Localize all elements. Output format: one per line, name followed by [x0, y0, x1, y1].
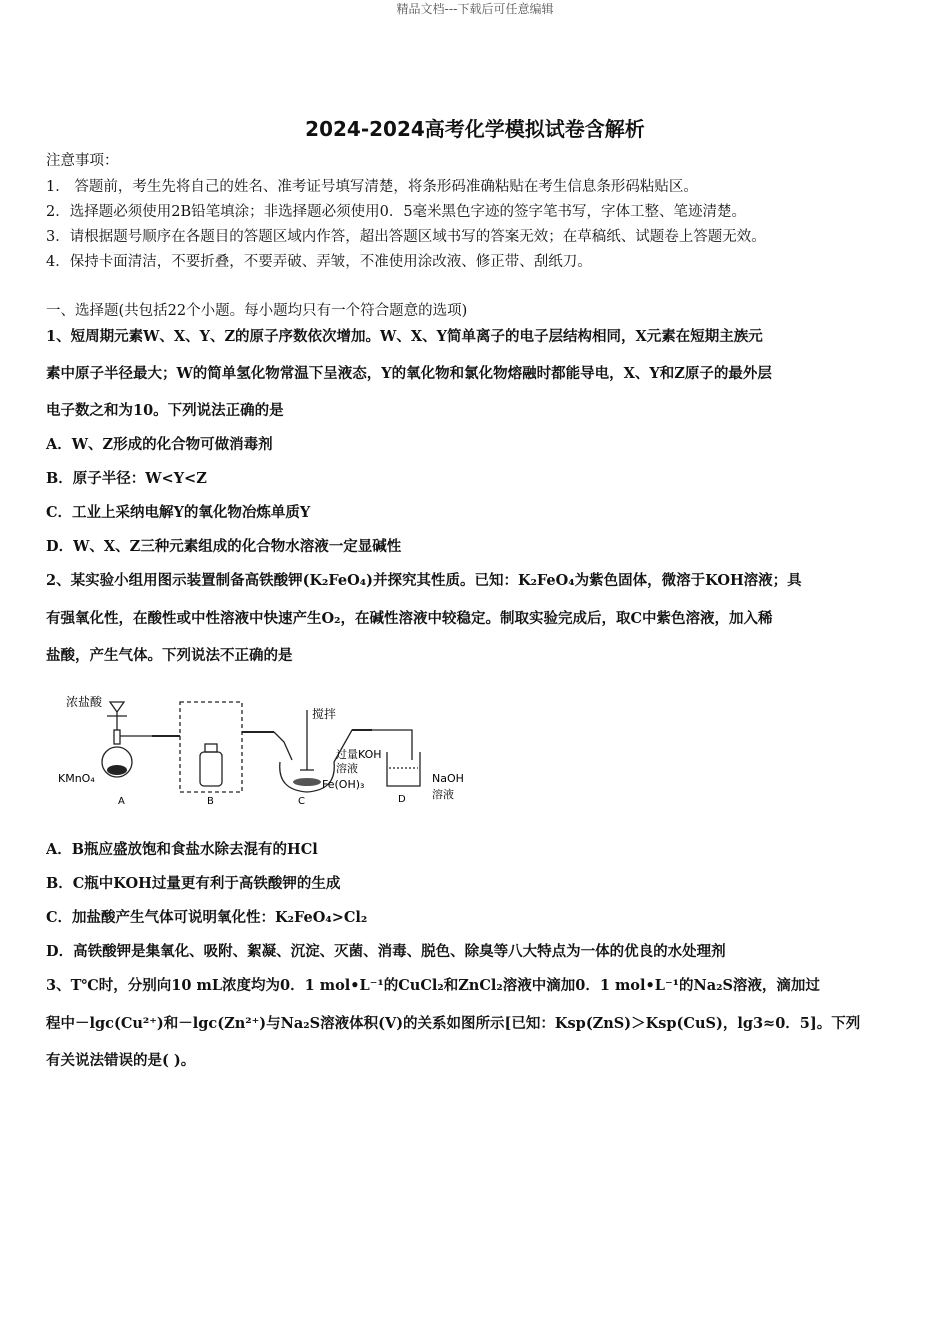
q3-stem-line-1: 3、T℃时，分别向10 mL浓度均为0．1 mol•L⁻¹的CuCl₂和ZnCl₂溶液中滴加0．1 mol•L⁻¹的Na₂S溶液，滴加过: [46, 977, 820, 994]
q2-stem-line-1: 2、某实验小组用图示装置制备高铁酸钾(K₂FeO₄)并探究其性质。已知：K₂FeO₄为紫色固体，微溶于KOH溶液；具: [46, 572, 802, 589]
notice-item-4: 4．保持卡面清洁，不要折叠，不要弄破、弄皱，不准使用涂改液、修正带、刮纸刀。: [46, 254, 592, 270]
q2-option-d: D．高铁酸钾是集氧化、吸附、絮凝、沉淀、灭菌、消毒、脱色、除臭等八大特点为一体的优良的水处理剂: [46, 943, 726, 960]
notice-item-2: 2．选择题必须使用2B铅笔填涂；非选择题必须使用0．5毫米黑色字迹的签字笔书写，字体工整、笔迹清楚。: [46, 204, 747, 220]
q1-stem-line-2: 素中原子半径最大；W的简单氢化物常温下呈液态，Y的氧化物和氯化物熔融时都能导电，X、Y和Z原子的最外层: [46, 365, 772, 382]
notice-item-1: 1． 答题前，考生先将自己的姓名、准考证号填写清楚，将条形码准确粘贴在考生信息条形码粘贴区。: [46, 179, 698, 195]
q2-option-a: A．B瓶应盛放饱和食盐水除去混有的HCl: [46, 841, 318, 858]
label-feoh3: Fe(OH)₃: [322, 778, 365, 791]
notice-heading: 注意事项：: [46, 153, 119, 169]
notice-item-3: 3．请根据题号顺序在各题目的答题区域内作答，超出答题区域书写的答案无效；在草稿纸、试题卷上答题无效。: [46, 229, 766, 245]
label-naoh-2: 溶液: [432, 788, 454, 801]
label-naoh-1: NaOH: [432, 772, 464, 785]
label-koh-1: 过量KOH: [336, 748, 382, 761]
apparatus-figure: [52, 690, 477, 810]
q3-stem-line-2: 程中－lgc(Cu²⁺)和－lgc(Zn²⁺)与Na₂S溶液体积(V)的关系如图所示[已知：Ksp(ZnS)＞Ksp(CuS)，lg3≈0．5]。下列: [46, 1015, 861, 1032]
section-heading: 一、选择题(共包括22个小题。每小题均只有一个符合题意的选项): [46, 303, 468, 319]
page-title: 2024-2024高考化学模拟试卷含解析: [305, 117, 645, 141]
label-kmno4: KMnO₄: [58, 772, 95, 785]
label-conc-hcl: 浓盐酸: [66, 695, 103, 709]
label-c: C: [298, 796, 305, 807]
q2-option-b: B．C瓶中KOH过量更有利于高铁酸钾的生成: [46, 875, 341, 892]
q1-option-a: A．W、Z形成的化合物可做消毒剂: [46, 436, 273, 453]
q2-option-c: C．加盐酸产生气体可说明氧化性：K₂FeO₄>Cl₂: [46, 909, 368, 926]
q1-stem-line-3: 电子数之和为10。下列说法正确的是: [46, 402, 284, 419]
label-a: A: [118, 796, 125, 807]
q3-stem-line-3: 有关说法错误的是( )。: [46, 1052, 196, 1069]
q2-stem-line-3: 盐酸，产生气体。下列说法不正确的是: [46, 647, 293, 664]
q1-option-d: D．W、X、Z三种元素组成的化合物水溶液一定显碱性: [46, 538, 402, 555]
label-stir: 搅拌: [312, 707, 337, 721]
label-b: B: [207, 796, 214, 807]
q1-option-b: B．原子半径：W<Y<Z: [46, 470, 207, 487]
header-watermark: 精品文档---下载后可任意编辑: [396, 2, 554, 16]
label-d: D: [398, 794, 406, 805]
q2-stem-line-2: 有强氧化性，在酸性或中性溶液中快速产生O₂，在碱性溶液中较稳定。制取实验完成后，取C中紫色溶液，加入稀: [46, 610, 773, 627]
label-koh-2: 溶液: [336, 762, 358, 775]
q1-stem-line-1: 1、短周期元素W、X、Y、Z的原子序数依次增加。W、X、Y简单离子的电子层结构相同，X元素在短期主族元: [46, 328, 763, 345]
q1-option-c: C．工业上采纳电解Y的氧化物冶炼单质Y: [46, 504, 311, 521]
